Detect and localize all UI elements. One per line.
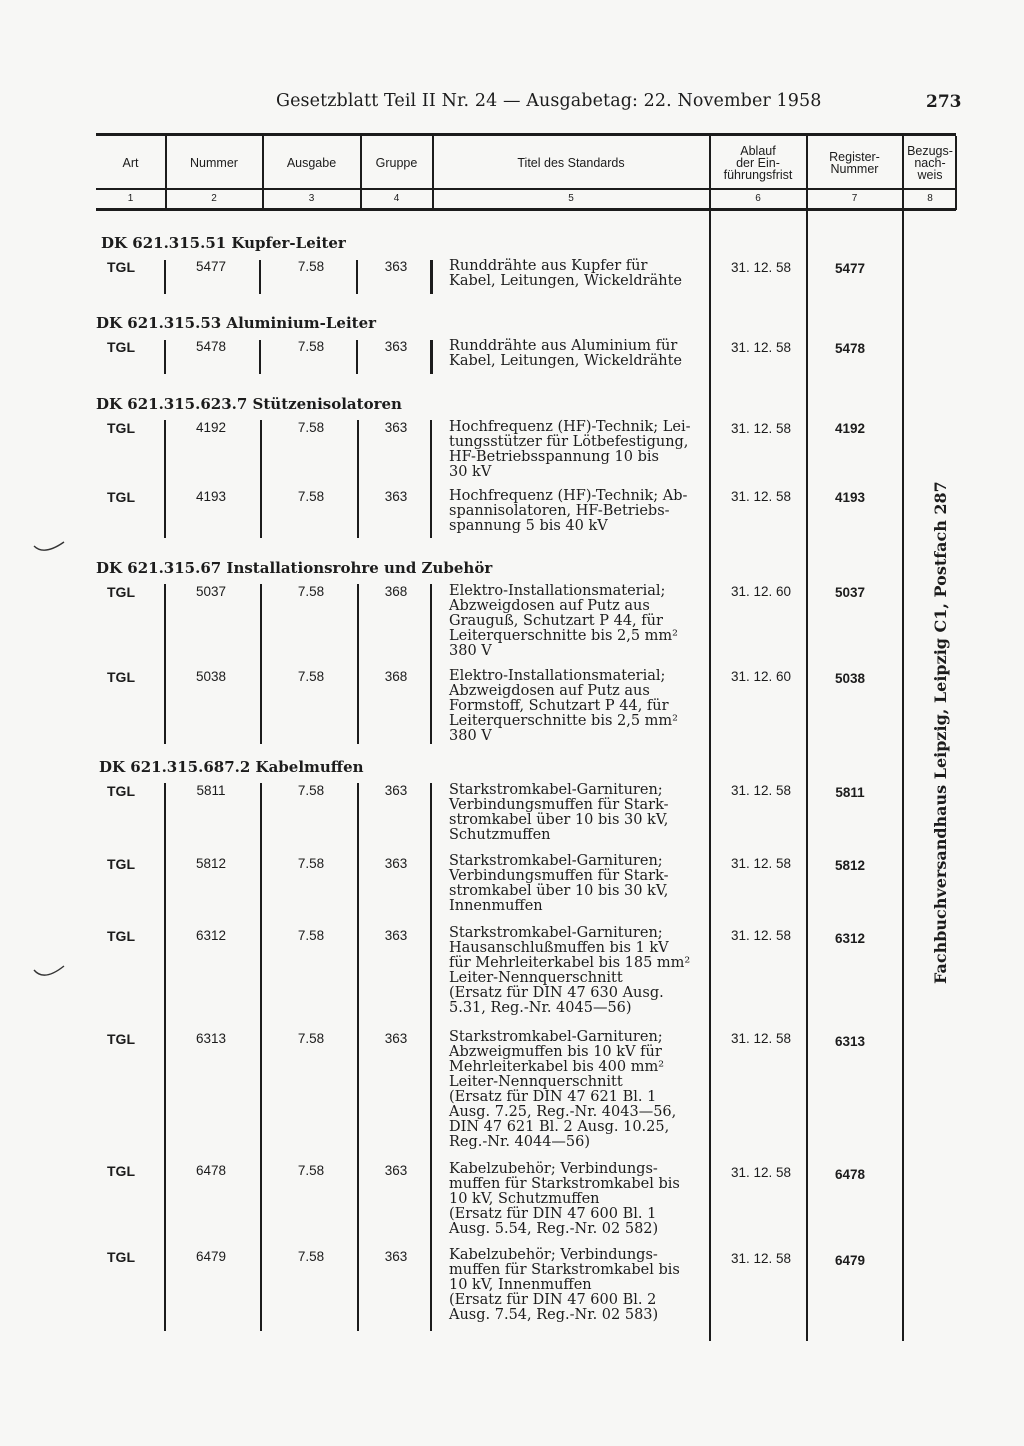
cell-register: 6312 <box>834 931 866 946</box>
colhead-ausgabe: Ausgabe <box>286 156 337 170</box>
colhead-art: Art <box>122 156 139 170</box>
colnum-8: 8 <box>927 193 933 204</box>
cell-ausgabe: 7.58 <box>297 1163 325 1178</box>
cell-titel: Runddrähte aus Kupfer für Kabel, Leitungen, Wickeldrähte <box>449 258 682 289</box>
cell-ausgabe: 7.58 <box>297 1031 325 1046</box>
row-bar <box>164 783 166 1331</box>
cell-ausgabe: 7.58 <box>297 1249 325 1264</box>
section-heading: DK 621.315.623.7 Stützenisolatoren <box>96 395 402 413</box>
row-bar <box>356 340 358 374</box>
cell-register: 6478 <box>834 1167 866 1182</box>
cell-gruppe: 363 <box>384 1163 408 1178</box>
cell-nummer: 5037 <box>195 584 227 599</box>
cell-ausgabe: 7.58 <box>297 928 325 943</box>
cell-register: 6313 <box>834 1034 866 1049</box>
cell-nummer: 5478 <box>195 339 227 354</box>
cell-ausgabe: 7.58 <box>297 339 325 354</box>
cell-ausgabe: 7.58 <box>297 259 325 274</box>
cell-ausgabe: 7.58 <box>297 783 325 798</box>
cell-nummer: 5477 <box>195 259 227 274</box>
colnum-1: 1 <box>127 193 134 204</box>
cell-gruppe: 363 <box>384 420 408 435</box>
cell-titel: Hochfrequenz (HF)-Technik; Lei- tungsstützer für Lötbefestigung, HF-Betriebsspannung 10 bis 30 kV <box>449 419 691 480</box>
publisher-side-note: Fachbuchversandhaus Leipzig, Leipzig C1, Postfach 287 <box>931 481 950 984</box>
cell-register: 5477 <box>834 261 866 276</box>
running-header: Gesetzblatt Teil II Nr. 24 — Ausgabetag: 22. November 1958 <box>276 91 822 111</box>
cell-art: TGL <box>107 1163 135 1179</box>
cell-nummer: 6479 <box>195 1249 227 1264</box>
colhead-register: Register- Nummer <box>829 150 880 176</box>
cell-gruppe: 368 <box>384 669 408 684</box>
cell-art: TGL <box>107 856 135 872</box>
colhead-titel: Titel des Standards <box>517 156 625 170</box>
colhead-ablauf: Ablauf der Ein- führungsfrist <box>723 144 793 182</box>
cell-art: TGL <box>107 1031 135 1047</box>
cell-ablauf: 31. 12. 60 <box>730 669 792 684</box>
cell-ausgabe: 7.58 <box>297 420 325 435</box>
cell-ablauf: 31. 12. 58 <box>730 489 792 504</box>
colnum-4: 4 <box>393 193 400 204</box>
cell-titel: Kabelzubehör; Verbindungs- muffen für Starkstromkabel bis 10 kV, Innenmuffen (Ersatz für DIN 47 600 Bl. 2 Ausg. 7.54, Reg.-Nr. 02 583) <box>449 1247 680 1323</box>
table-top-rule <box>96 133 956 136</box>
row-bar <box>164 584 166 744</box>
cell-gruppe: 363 <box>384 783 408 798</box>
row-bar <box>357 420 359 538</box>
row-bar <box>356 260 358 294</box>
col-divider-ablauf-left <box>709 136 711 1341</box>
colnum-rule <box>96 208 956 211</box>
cell-ausgabe: 7.58 <box>297 856 325 871</box>
cell-nummer: 5038 <box>195 669 227 684</box>
row-bar <box>164 420 166 538</box>
cell-register: 6479 <box>834 1253 866 1268</box>
cell-ablauf: 31. 12. 58 <box>730 421 792 436</box>
section-heading: DK 621.315.53 Aluminium-Leiter <box>96 314 377 332</box>
cell-art: TGL <box>107 783 135 799</box>
cell-ausgabe: 7.58 <box>297 669 325 684</box>
cell-register: 5038 <box>834 671 866 686</box>
cell-gruppe: 368 <box>384 584 408 599</box>
cell-ablauf: 31. 12. 58 <box>730 340 792 355</box>
cell-art: TGL <box>107 1249 135 1265</box>
row-bar <box>430 260 433 294</box>
cell-art: TGL <box>107 259 135 275</box>
cell-gruppe: 363 <box>384 1031 408 1046</box>
section-heading: DK 621.315.687.2 Kabelmuffen <box>99 758 364 776</box>
cell-ablauf: 31. 12. 58 <box>730 260 792 275</box>
cell-art: TGL <box>107 420 135 436</box>
col-divider-ablauf-right <box>806 136 808 1341</box>
cell-ausgabe: 7.58 <box>297 489 325 504</box>
colnum-3: 3 <box>308 193 315 204</box>
row-bar <box>164 340 166 374</box>
cell-ablauf: 31. 12. 60 <box>730 584 792 599</box>
cell-nummer: 4193 <box>195 489 227 504</box>
header-rule <box>96 188 956 190</box>
cell-register: 5811 <box>835 785 865 800</box>
cell-titel: Kabelzubehör; Verbindungs- muffen für Starkstromkabel bis 10 kV, Schutzmuffen (Ersatz für DIN 47 600 Bl. 1 Ausg. 5.54, Reg.-Nr. 02 582) <box>449 1161 680 1237</box>
cell-ablauf: 31. 12. 58 <box>730 1031 792 1046</box>
cell-ablauf: 31. 12. 58 <box>730 1251 792 1266</box>
section-heading: DK 621.315.67 Installationsrohre und Zubehör <box>96 559 493 577</box>
cell-art: TGL <box>107 489 135 505</box>
row-bar <box>260 783 262 1331</box>
row-bar <box>164 260 166 294</box>
cell-nummer: 6312 <box>195 928 227 943</box>
cell-titel: Elektro-Installationsmaterial; Abzweigdosen auf Putz aus Formstoff, Schutzart P 44, für Leiterquerschnitte bis 2,5 mm² 380 V <box>449 668 678 744</box>
row-bar <box>357 584 359 744</box>
cell-nummer: 6478 <box>195 1163 227 1178</box>
cell-ablauf: 31. 12. 58 <box>730 856 792 871</box>
cell-register: 5478 <box>834 341 866 356</box>
colhead-bezug: Bezugs- nach- weis <box>907 144 953 182</box>
cell-register: 5812 <box>834 858 866 873</box>
cell-titel: Hochfrequenz (HF)-Technik; Ab- spannisolatoren, HF-Betriebs- spannung 5 bis 40 kV <box>449 488 688 534</box>
colnum-7: 7 <box>851 193 858 204</box>
colnum-5: 5 <box>568 193 574 204</box>
cell-titel: Elektro-Installationsmaterial; Abzweigdosen auf Putz aus Grauguß, Schutzart P 44, für Leiterquerschnitte bis 2,5 mm² 380 V <box>449 583 678 659</box>
row-bar <box>259 340 261 374</box>
colnum-2: 2 <box>211 193 217 204</box>
cell-nummer: 5812 <box>195 856 227 871</box>
cell-gruppe: 363 <box>384 856 408 871</box>
cell-gruppe: 363 <box>384 339 408 354</box>
cell-art: TGL <box>107 339 135 355</box>
cell-titel: Starkstromkabel-Garnituren; Abzweigmuffen bis 10 kV für Mehrleiterkabel bis 400 mm² Leiter-Nennquerschnitt (Ersatz für DIN 47 621 Bl. 1 Ausg. 7.25, Reg.-Nr. 4043—56, DIN 47 621 Bl. 2 Ausg. 10.25, Reg.-Nr. 4044—56) <box>449 1029 677 1150</box>
cell-gruppe: 363 <box>384 259 408 274</box>
cell-titel: Starkstromkabel-Garnituren; Verbindungsmuffen für Stark- stromkabel über 10 bis 30 kV, Innenmuffen <box>449 853 669 914</box>
cell-nummer: 4192 <box>195 420 227 435</box>
cell-register: 4193 <box>834 490 866 505</box>
cell-art: TGL <box>107 669 135 685</box>
cell-gruppe: 363 <box>384 489 408 504</box>
section-heading: DK 621.315.51 Kupfer-Leiter <box>101 234 346 252</box>
cell-gruppe: 363 <box>384 1249 408 1264</box>
row-bar <box>430 783 432 1331</box>
row-bar <box>259 260 261 294</box>
cell-art: TGL <box>107 928 135 944</box>
margin-tick-mark <box>30 964 70 988</box>
row-bar <box>260 584 262 744</box>
cell-gruppe: 363 <box>384 928 408 943</box>
cell-ablauf: 31. 12. 58 <box>730 1165 792 1180</box>
row-bar <box>260 420 262 538</box>
colhead-gruppe: Gruppe <box>375 156 418 170</box>
cell-nummer: 6313 <box>195 1031 227 1046</box>
col-divider-register-right <box>902 136 904 1341</box>
cell-titel: Starkstromkabel-Garnituren; Hausanschlußmuffen bis 1 kV für Mehrleiterkabel bis 185 mm² Leiter-Nennquerschnitt (Ersatz für DIN 47 630 Ausg. 5.31, Reg.-Nr. 4045—56) <box>449 925 691 1016</box>
cell-register: 5037 <box>834 585 866 600</box>
cell-ablauf: 31. 12. 58 <box>730 928 792 943</box>
margin-tick-mark <box>30 538 70 562</box>
cell-art: TGL <box>107 584 135 600</box>
cell-nummer: 5811 <box>196 783 226 798</box>
cell-titel: Starkstromkabel-Garnituren; Verbindungsmuffen für Stark- stromkabel über 10 bis 30 kV, Schutzmuffen <box>449 782 669 843</box>
row-bar <box>430 420 432 538</box>
cell-ablauf: 31. 12. 58 <box>730 783 792 798</box>
colnum-6: 6 <box>755 193 761 204</box>
row-bar <box>430 340 433 374</box>
cell-ausgabe: 7.58 <box>297 584 325 599</box>
page-number: 273 <box>926 92 962 112</box>
cell-titel: Runddrähte aus Aluminium für Kabel, Leitungen, Wickeldrähte <box>449 338 682 369</box>
row-bar <box>430 584 432 744</box>
cell-register: 4192 <box>834 421 866 436</box>
row-bar <box>357 783 359 1331</box>
colhead-nummer: Nummer <box>190 156 238 170</box>
